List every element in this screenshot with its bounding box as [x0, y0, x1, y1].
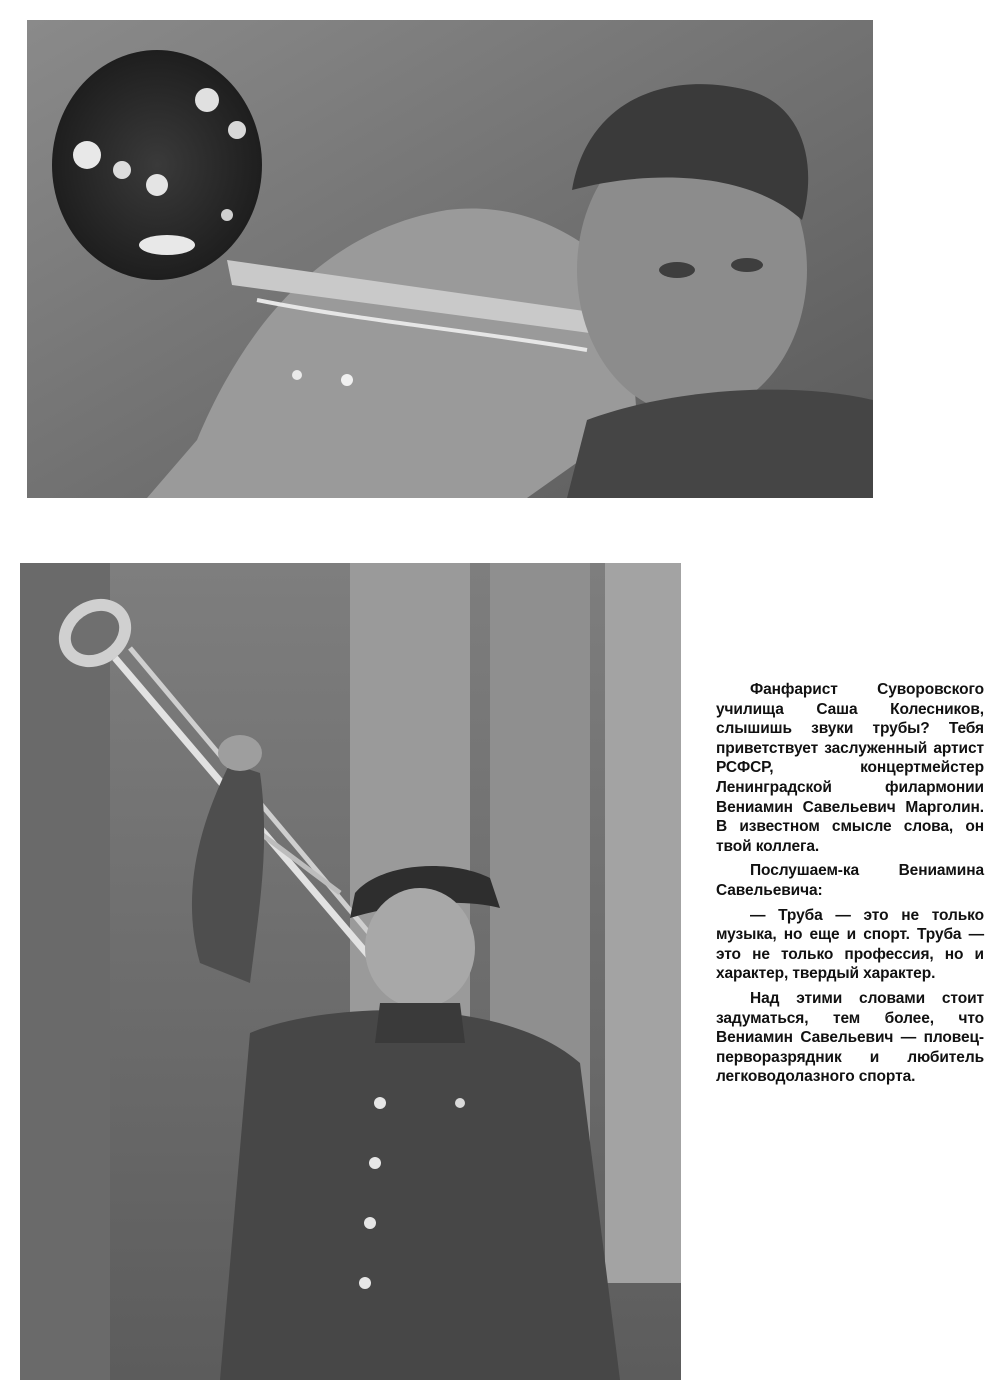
photo-trumpeter-image — [27, 20, 873, 498]
caption-paragraph-1: Фанфарист Суворовского училища Саша Колесников, слышишь звуки трубы? Тебя приветствует заслуженный артист РСФСР, концертмейстер Ленинградской филармонии Вениамин Савельевич Марголин. В известном смысле слова, он твой коллега. — [716, 681, 984, 855]
caption-paragraph-4: Над этими словами стоит задуматься, тем более, что Вениамин Савельевич — пловец-перворазрядник и любитель легководолазного спорта. — [716, 989, 984, 1086]
photo-trumpeter — [27, 20, 873, 498]
caption-paragraph-2: Послушаем-ка Вениамина Савельевича: — [716, 862, 984, 899]
photo-cadet-fanfare-image — [20, 563, 681, 1380]
photo-cadet-fanfare — [20, 563, 681, 1380]
caption-text — [716, 680, 984, 1092]
caption-paragraph-3: — Труба — это не только музыка, но еще и спорт. Труба — это не только профессия, но и характер, твердый характер. — [716, 906, 984, 983]
